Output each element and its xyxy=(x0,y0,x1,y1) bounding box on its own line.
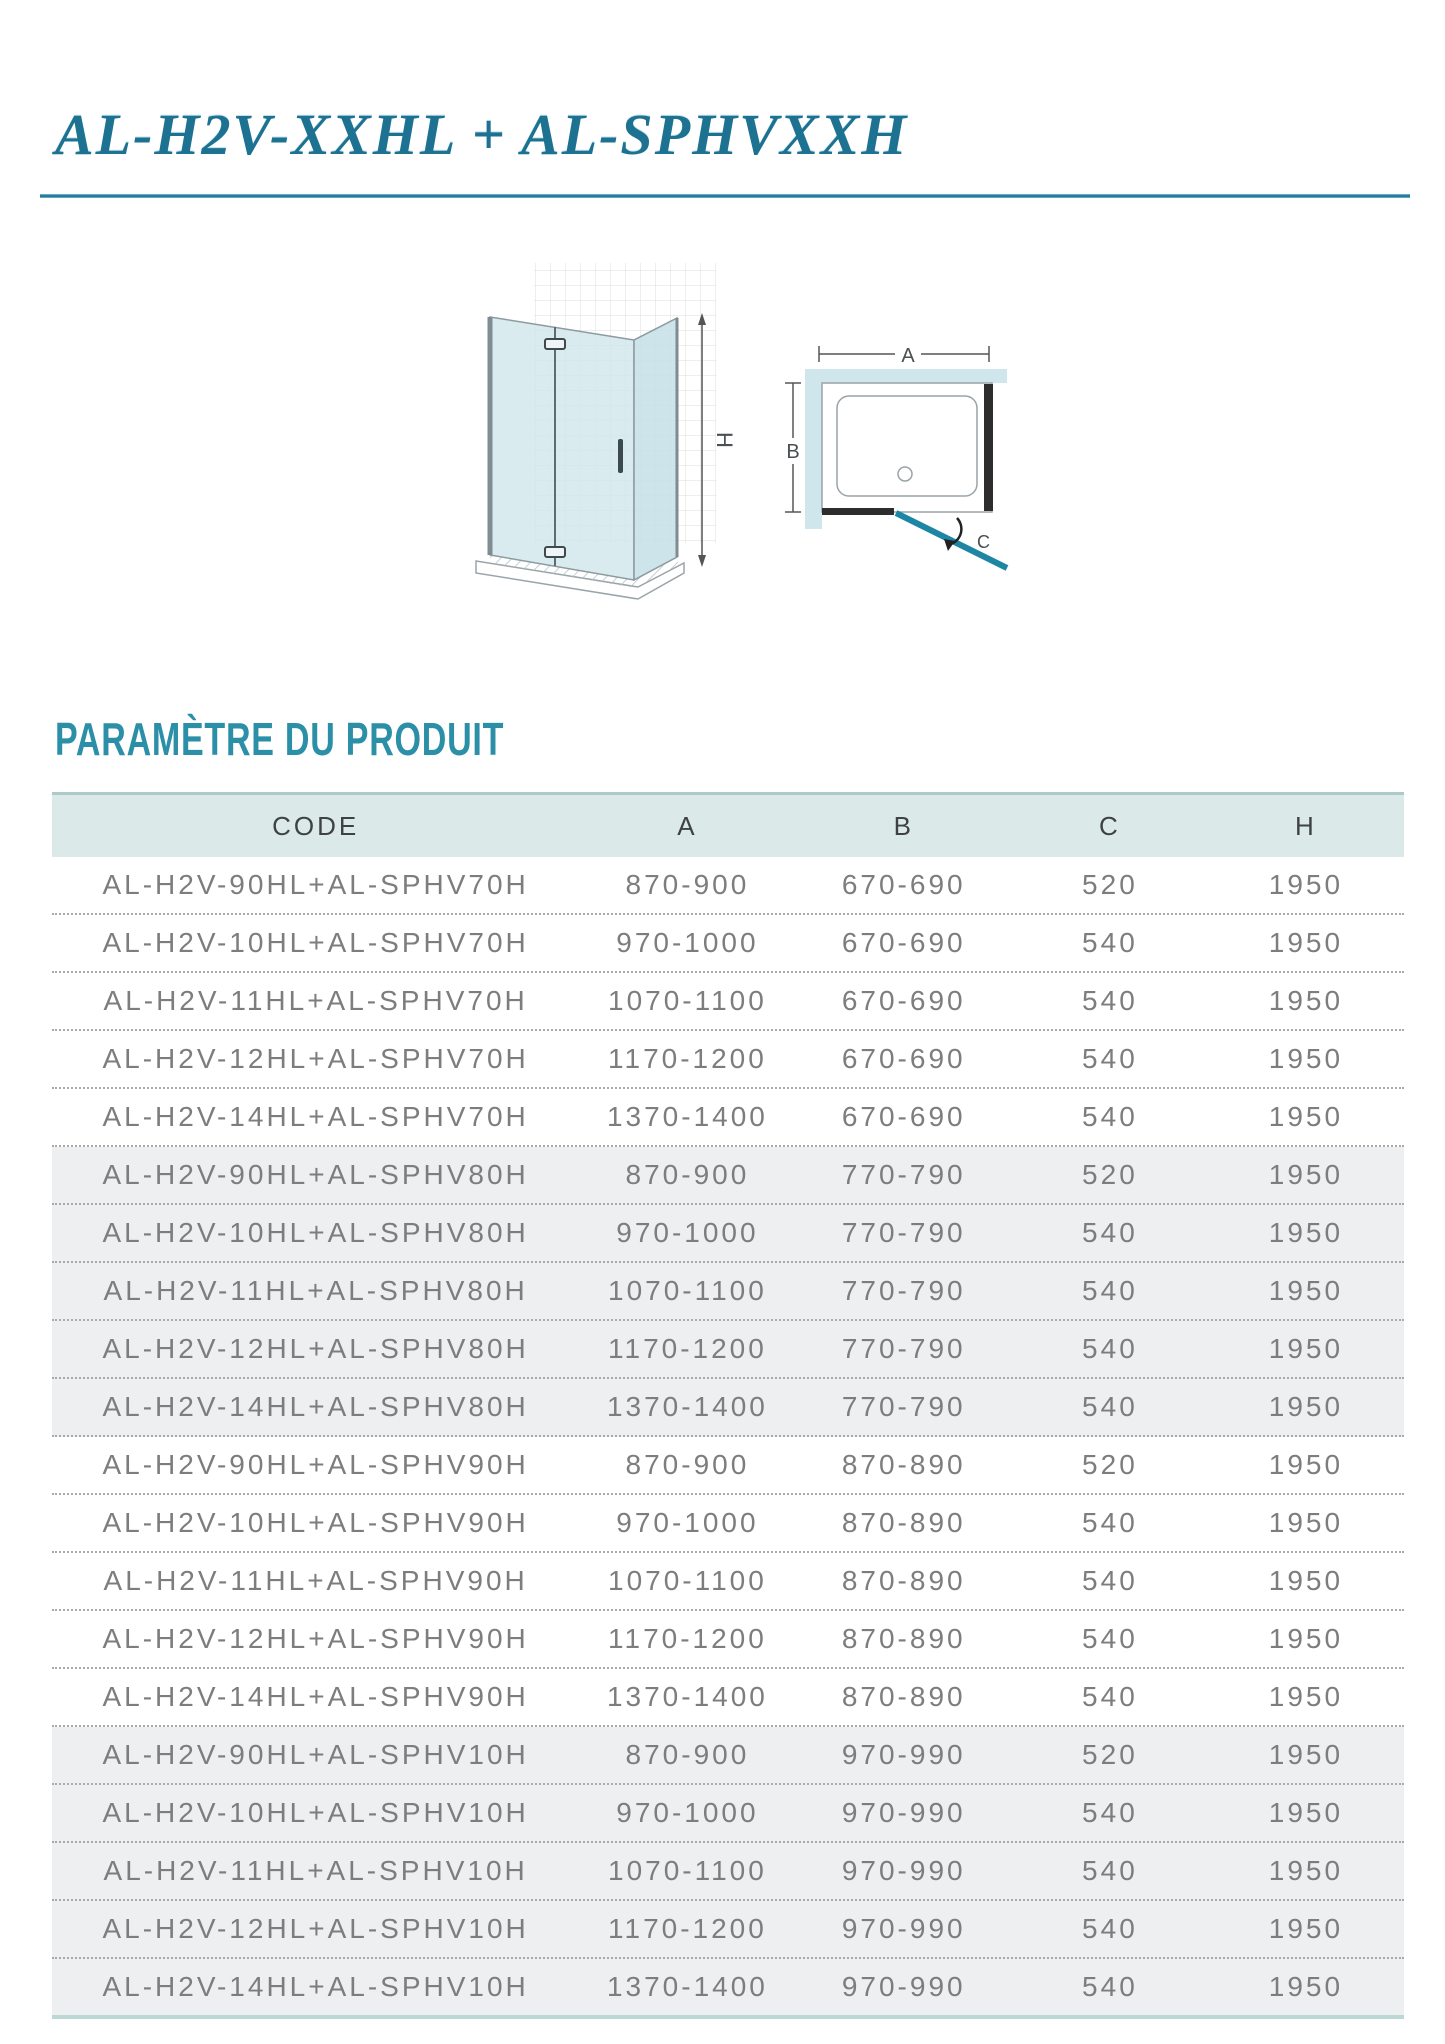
cell-a: 1070-1100 xyxy=(608,1565,767,1596)
table-row xyxy=(52,1669,1404,1727)
cell-h: 1950 xyxy=(1268,1623,1344,1654)
cell-a: 1070-1100 xyxy=(608,985,767,1016)
cell-c: 540 xyxy=(1082,985,1138,1016)
cell-b: 970-990 xyxy=(841,1971,966,2002)
wall-left xyxy=(805,369,822,529)
cell-b: 870-890 xyxy=(841,1681,966,1712)
dim-label-b: B xyxy=(786,441,800,463)
cell-c: 540 xyxy=(1082,1275,1138,1306)
cell-b: 970-990 xyxy=(841,1739,966,1770)
cell-h: 1950 xyxy=(1268,1159,1344,1190)
cell-a: 1170-1200 xyxy=(608,1913,767,1944)
cell-b: 870-890 xyxy=(841,1507,966,1538)
cell-b: 770-790 xyxy=(841,1275,966,1306)
table-row xyxy=(52,1611,1404,1669)
cell-code: AL-H2V-90HL+AL-SPHV10H xyxy=(102,1739,529,1770)
cell-a: 1170-1200 xyxy=(608,1623,767,1654)
cell-code: AL-H2V-12HL+AL-SPHV90H xyxy=(102,1623,529,1654)
cell-b: 670-690 xyxy=(841,927,966,958)
cell-a: 970-1000 xyxy=(616,927,759,958)
cell-b: 670-690 xyxy=(841,1043,966,1074)
column-header-c: C xyxy=(1099,810,1121,841)
cell-a: 970-1000 xyxy=(616,1797,759,1828)
cell-a: 1170-1200 xyxy=(608,1333,767,1364)
cell-code: AL-H2V-11HL+AL-SPHV10H xyxy=(103,1855,528,1886)
table-row xyxy=(52,1031,1404,1089)
cell-a: 1370-1400 xyxy=(606,1681,768,1712)
door-hinge-bottom xyxy=(545,547,565,557)
cell-b: 670-690 xyxy=(841,869,966,900)
table-row xyxy=(52,915,1404,973)
cell-code: AL-H2V-14HL+AL-SPHV80H xyxy=(102,1391,529,1422)
cell-h: 1950 xyxy=(1268,1275,1344,1306)
cell-code: AL-H2V-90HL+AL-SPHV70H xyxy=(102,869,529,900)
cell-code: AL-H2V-12HL+AL-SPHV70H xyxy=(102,1043,529,1074)
cell-code: AL-H2V-12HL+AL-SPHV10H xyxy=(102,1913,529,1944)
dim-label-a: A xyxy=(901,345,915,367)
cell-code: AL-H2V-10HL+AL-SPHV90H xyxy=(102,1507,529,1538)
cell-a: 870-900 xyxy=(625,1159,750,1190)
fixed-panel-right xyxy=(984,384,993,511)
cell-b: 970-990 xyxy=(841,1855,966,1886)
cell-a: 1170-1200 xyxy=(608,1043,767,1074)
table-row xyxy=(52,1553,1404,1611)
cell-h: 1950 xyxy=(1268,1449,1344,1480)
cell-c: 540 xyxy=(1082,1913,1138,1944)
cell-code: AL-H2V-11HL+AL-SPHV70H xyxy=(103,985,528,1016)
table-row xyxy=(52,1379,1404,1437)
cell-a: 1370-1400 xyxy=(606,1391,768,1422)
cell-a: 1370-1400 xyxy=(606,1971,768,2002)
cell-c: 540 xyxy=(1082,1855,1138,1886)
shower-topview-diagram xyxy=(785,250,1135,580)
cell-c: 540 xyxy=(1082,1101,1138,1132)
cell-b: 670-690 xyxy=(841,1101,966,1132)
cell-h: 1950 xyxy=(1268,1333,1344,1364)
table-row xyxy=(52,1089,1404,1147)
cell-h: 1950 xyxy=(1268,1043,1344,1074)
cell-code: AL-H2V-90HL+AL-SPHV80H xyxy=(102,1159,529,1190)
page-title: AL-H2V-XXHL + AL-SPHVXXH xyxy=(55,102,909,167)
cell-code: AL-H2V-11HL+AL-SPHV90H xyxy=(103,1565,528,1596)
column-header-a: A xyxy=(677,810,698,841)
cell-c: 540 xyxy=(1082,1565,1138,1596)
shower-3d-diagram xyxy=(430,255,760,605)
cell-c: 520 xyxy=(1082,1739,1138,1770)
cell-h: 1950 xyxy=(1268,869,1344,900)
table-body xyxy=(52,857,1404,2015)
cell-b: 770-790 xyxy=(841,1333,966,1364)
cell-h: 1950 xyxy=(1268,1565,1344,1596)
cell-c: 520 xyxy=(1082,1159,1138,1190)
enclosure-outline xyxy=(822,383,992,512)
table-row xyxy=(52,1147,1404,1205)
cell-code: AL-H2V-10HL+AL-SPHV70H xyxy=(102,927,529,958)
column-header-code: CODE xyxy=(272,810,360,841)
cell-c: 540 xyxy=(1082,1391,1138,1422)
cell-a: 1070-1100 xyxy=(608,1275,767,1306)
dim-label-c: C xyxy=(977,532,990,552)
cell-b: 970-990 xyxy=(841,1913,966,1944)
cell-h: 1950 xyxy=(1268,1971,1344,2002)
table-row xyxy=(52,1205,1404,1263)
cell-code: AL-H2V-90HL+AL-SPHV90H xyxy=(102,1449,529,1480)
cell-h: 1950 xyxy=(1268,1855,1344,1886)
cell-b: 970-990 xyxy=(841,1797,966,1828)
cell-a: 970-1000 xyxy=(616,1217,759,1248)
table-row xyxy=(52,1437,1404,1495)
cell-h: 1950 xyxy=(1268,1217,1344,1248)
cell-c: 540 xyxy=(1082,927,1138,958)
glass-panel-side xyxy=(634,318,677,580)
cell-code: AL-H2V-14HL+AL-SPHV70H xyxy=(102,1101,529,1132)
cell-a: 870-900 xyxy=(625,1739,750,1770)
table-row xyxy=(52,973,1404,1031)
cell-code: AL-H2V-14HL+AL-SPHV90H xyxy=(102,1681,529,1712)
cell-a: 870-900 xyxy=(625,1449,750,1480)
table-row xyxy=(52,1321,1404,1379)
cell-code: AL-H2V-10HL+AL-SPHV80H xyxy=(102,1217,529,1248)
cell-h: 1950 xyxy=(1268,1913,1344,1944)
title-divider xyxy=(40,194,1410,198)
door-hinge-top xyxy=(545,339,565,349)
wall-top xyxy=(805,369,1007,383)
door-handle xyxy=(618,439,623,473)
cell-h: 1950 xyxy=(1268,1681,1344,1712)
table-row xyxy=(52,1959,1404,2015)
cell-h: 1950 xyxy=(1268,1507,1344,1538)
cell-a: 1370-1400 xyxy=(606,1101,768,1132)
door-swing-arrowhead-icon xyxy=(944,539,955,551)
cell-b: 870-890 xyxy=(841,1565,966,1596)
cell-c: 540 xyxy=(1082,1333,1138,1364)
fixed-panel-bottom xyxy=(822,508,894,515)
cell-c: 540 xyxy=(1082,1043,1138,1074)
cell-h: 1950 xyxy=(1268,1739,1344,1770)
cell-c: 540 xyxy=(1082,1797,1138,1828)
table-row xyxy=(52,1495,1404,1553)
cell-code: AL-H2V-10HL+AL-SPHV10H xyxy=(102,1797,529,1828)
cell-code: AL-H2V-11HL+AL-SPHV80H xyxy=(103,1275,528,1306)
section-heading: PARAMÈTRE DU PRODUIT xyxy=(55,713,505,765)
glass-panel-front xyxy=(490,317,634,580)
cell-b: 670-690 xyxy=(841,985,966,1016)
dim-label-h: H xyxy=(712,432,737,448)
cell-h: 1950 xyxy=(1268,1797,1344,1828)
cell-c: 540 xyxy=(1082,1217,1138,1248)
cell-a: 970-1000 xyxy=(616,1507,759,1538)
cell-code: AL-H2V-12HL+AL-SPHV80H xyxy=(102,1333,529,1364)
table-row xyxy=(52,1263,1404,1321)
cell-code: AL-H2V-14HL+AL-SPHV10H xyxy=(102,1971,529,2002)
cell-b: 770-790 xyxy=(841,1159,966,1190)
cell-a: 1070-1100 xyxy=(608,1855,767,1886)
cell-a: 870-900 xyxy=(625,869,750,900)
cell-c: 540 xyxy=(1082,1681,1138,1712)
cell-h: 1950 xyxy=(1268,927,1344,958)
parameter-table xyxy=(52,792,1404,2019)
cell-b: 870-890 xyxy=(841,1449,966,1480)
table-row xyxy=(52,1727,1404,1785)
arrow-down-icon xyxy=(698,555,706,567)
cell-c: 540 xyxy=(1082,1623,1138,1654)
cell-b: 770-790 xyxy=(841,1217,966,1248)
cell-b: 770-790 xyxy=(841,1391,966,1422)
table-row xyxy=(52,1901,1404,1959)
cell-c: 540 xyxy=(1082,1507,1138,1538)
cell-h: 1950 xyxy=(1268,985,1344,1016)
column-header-b: B xyxy=(893,810,914,841)
cell-c: 540 xyxy=(1082,1971,1138,2002)
table-header-row xyxy=(52,792,1404,857)
cell-h: 1950 xyxy=(1268,1101,1344,1132)
column-header-h: H xyxy=(1295,810,1317,841)
table-row xyxy=(52,1785,1404,1843)
cell-c: 520 xyxy=(1082,869,1138,900)
table-row xyxy=(52,1843,1404,1901)
cell-c: 520 xyxy=(1082,1449,1138,1480)
table-row xyxy=(52,857,1404,915)
cell-b: 870-890 xyxy=(841,1623,966,1654)
cell-h: 1950 xyxy=(1268,1391,1344,1422)
